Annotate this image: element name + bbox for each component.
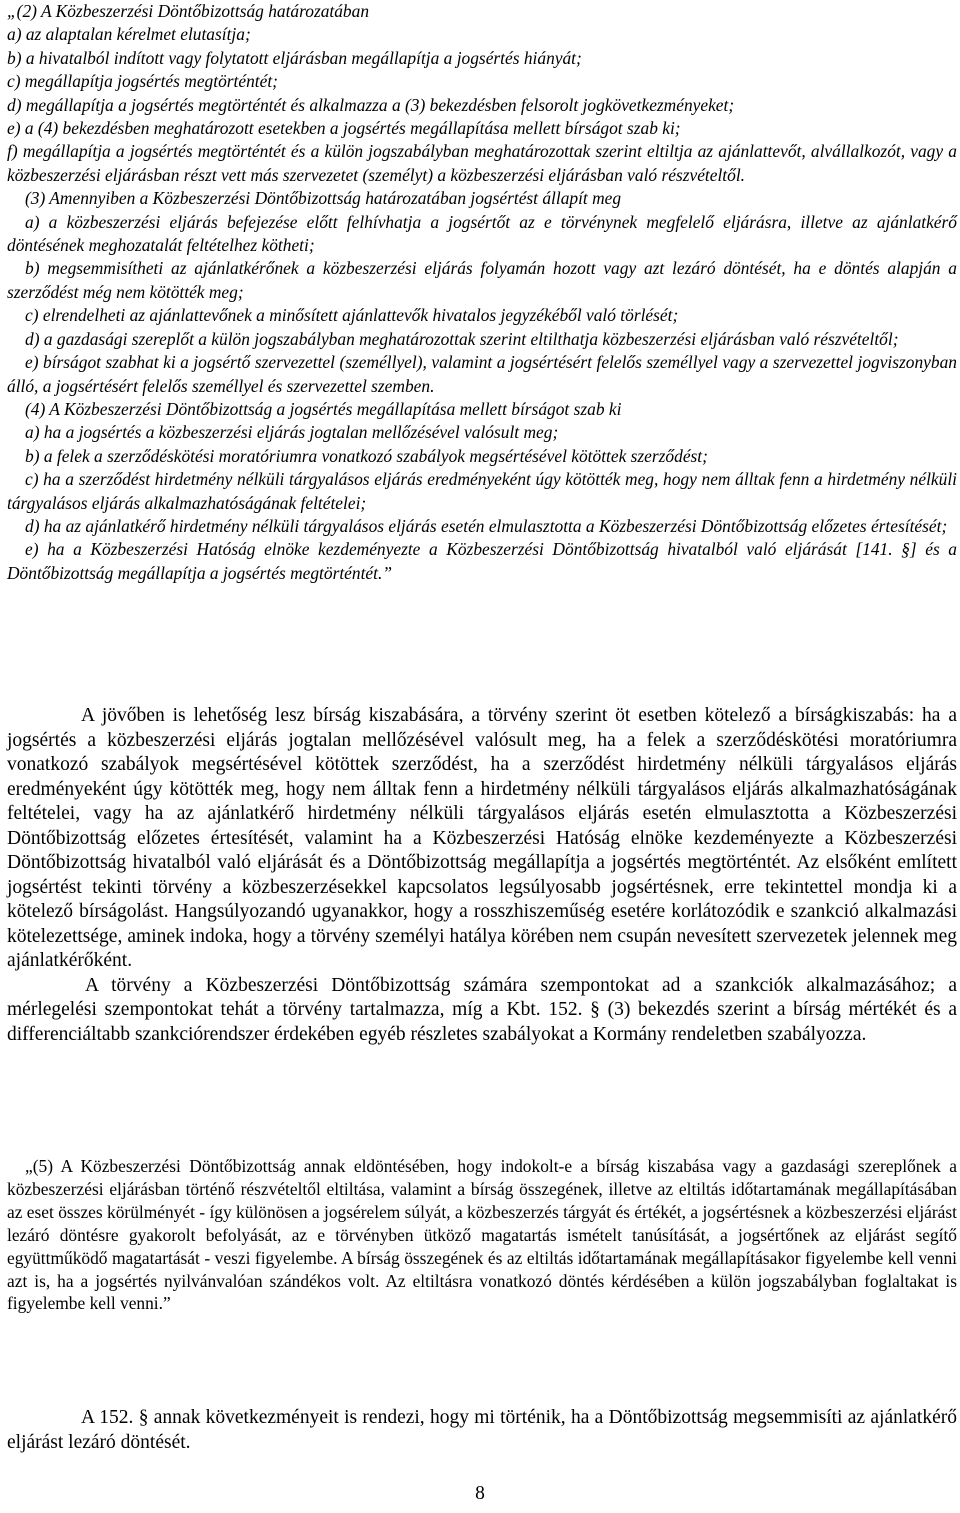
quote1-line: f) megállapítja a jogsértés megtörténtét és a külön jogszabályban meghatározottak szerint eltiltja az ajánlattevőt, alvállalkozót, vagy a közbeszerzési eljárásban részt vett más szervezetet (személyt) a közbeszerzési eljárásban való részvételtől. (7, 141, 957, 185)
page-number: 8 (475, 1483, 485, 1504)
quote1-line: a) ha a jogsértés a közbeszerzési eljárás jogtalan mellőzésével valósult meg; (25, 422, 559, 443)
quote1-line: d) a gazdasági szereplőt a külön jogszabályban meghatározottak szerint eltilthatja közbeszerzési eljárásban való részvételtől; (25, 328, 899, 349)
quote1-line: b) megsemmisítheti az ajánlatkérőnek a közbeszerzési eljárás folyamán hozott vagy azt lezáró döntését, ha e döntés alapján a szerződést még nem kötötték meg; (7, 258, 957, 302)
quote1-line: c) megállapítja jogsértés megtörténtét; (7, 71, 278, 92)
commentary-block-2 (7, 1406, 957, 1455)
quote1-line: (4) A Közbeszerzési Döntőbizottság a jogsértés megállapítása mellett bírságot szab ki (25, 398, 622, 419)
quote1-line: a) a közbeszerzési eljárás befejezése előtt felhívhatja a jogsértőt az e törvénynek megfelelő eljárásra, illetve az ajánlatkérő döntésének meghozatalát feltételhez kötheti; (7, 211, 957, 256)
quote1-line: d) megállapítja a jogsértés megtörténtét és alkalmazza a (3) bekezdésben felsorolt jogkövetkezményeket; (7, 94, 735, 115)
quoted-statute-block-1 (7, 0, 957, 585)
body-paragraph: A törvény a Közbeszerzési Döntőbizottság számára szempontokat ad a szankciók alkalmazásához; a mérlegelési szempontokat tehát a törvény tartalmazza, míg a Kbt. 152. § (3) bekezdés szerint a bírság mértékét és a differenciáltabb szankciórendszer érdekében egyéb részletes szabályokat a Kormány rendeletben szabályozza. (7, 974, 957, 1045)
body-paragraph: A jövőben is lehetőség lesz bírság kiszabására, a törvény szerint öt esetben kötelező a bírságkiszabás: ha a jogsértés a közbeszerzési eljárás jogtalan mellőzésével valósult meg, ha a felek a szerződéskötési moratóriumra vonatkozó szabályok megsértésével kötöttek szerződést, ha a szerződést hirdetmény nélküli tárgyalásos eljárás eredményeként úgy kötötték meg, hogy nem álltak fenn a hirdetmény nélküli tárgyalásos eljárás alkalmazhatóságának feltételei, vagy ha az ajánlatkérő hirdetmény nélküli tárgyalásos eljárás esetén elmulasztotta a Közbeszerzési Döntőbizottság előzetes értesítését, valamint ha a Közbeszerzési Hatóság elnöke kezdeményezte a Közbeszerzési Döntőbizottság hivatalból való eljárását és a Döntőbizottság megállapítja a jogsértés megtörténtét. Az elsőként említett jogsértést tekinti törvény a közbeszerzésekkel kapcsolatos legsúlyosabb jogsértésnek, erre tekintettel mondja ki a kötelező bírságolást. Hangsúlyozandó ugyanakkor, hogy a rosszhiszeműség esetére korlátozódik e szankció alkalmazási kötelezettsége, aminek indoka, hogy a törvény személyi hatálya körében nem csupán nevesített szervezetek jelennek meg ajánlatkérőként. (7, 705, 957, 971)
quote1-line: e) ha a Közbeszerzési Hatóság elnöke kezdeményezte a Közbeszerzési Döntőbizottság hivatalból való eljárását [141. §] és a Döntőbizottság megállapítja a jogsértés megtörténtét.” (7, 539, 957, 583)
commentary-block-1 (7, 704, 957, 1047)
quote1-line: (3) Amennyiben a Közbeszerzési Döntőbizottság határozatában jogsértést állapít meg (25, 188, 622, 209)
quote1-line: e) a (4) bekezdésben meghatározott esetekben a jogsértés megállapítása mellett bírságot szab ki; (7, 118, 681, 139)
quote1-line: c) elrendelheti az ajánlattevőnek a minősített ajánlattevők hivatalos jegyzékéből való törlését; (25, 305, 679, 326)
quote1-line: b) a hivatalból indított vagy folytatott eljárásban megállapítja a jogsértés hiányát; (7, 47, 582, 68)
quote1-line: a) az alaptalan kérelmet elutasítja; (7, 24, 251, 45)
quote1-line: „(2) A Közbeszerzési Döntőbizottság határozatában (7, 1, 370, 21)
quoted-statute-block-2 (7, 1155, 957, 1315)
quote1-line: c) ha a szerződést hirdetmény nélküli tárgyalásos eljárás eredményeként úgy kötötték meg, hogy nem álltak fenn a hirdetmény nélküli tárgyalásos eljárás alkalmazhatóságának feltételei; (7, 469, 957, 513)
quote1-line: b) a felek a szerződéskötési moratóriumra vonatkozó szabályok megsértésével kötöttek szerződést; (25, 445, 708, 466)
quote1-line: e) bírságot szabhat ki a jogsértő szervezettel (személlyel), valamint a jogsértésért felelős személlyel vagy a szervezettel jogviszonyban álló, a jogsértésért felelős személlyel és szervezettel szemben. (7, 352, 957, 396)
quote1-line: d) ha az ajánlatkérő hirdetmény nélküli tárgyalásos eljárás esetén elmulasztotta a Közbeszerzési Döntőbizottság előzetes értesítését; (25, 515, 948, 536)
body-paragraph: A 152. § annak következményeit is rendezi, hogy mi történik, ha a Döntőbizottság megsemmisíti az ajánlatkérő eljárást lezáró döntését. (7, 1407, 957, 1453)
quote2-paragraph: „(5) A Közbeszerzési Döntőbizottság annak eldöntésében, hogy indokolt-e a bírság kiszabása vagy a gazdasági szereplőnek a közbeszerzési eljárásban történő részvételtől eltiltása, valamint a bírság összegének, illetve az eltiltás időtartamának megállapításában az eset összes körülményét - így különösen a jogsérelem súlyát, a közbeszerzés tárgyát és értékét, a jogsértésnek a közbeszerzési eljárást lezáró döntésre gyakorolt befolyását, az e törvényben ütköző magatartás ismételt tanúsítását, a jogsértőnek az eljárást segítő együttműködő magatartását - veszi figyelembe. A bírság összegének és az eltiltás időtartamának megállapításakor figyelembe kell venni azt is, ha a jogsértés nyilvánvalóan szándékos volt. Az eltiltásra vonatkozó döntés kérdésében a külön jogszabályban foglaltakat is figyelembe kell venni.” (7, 1156, 957, 1314)
